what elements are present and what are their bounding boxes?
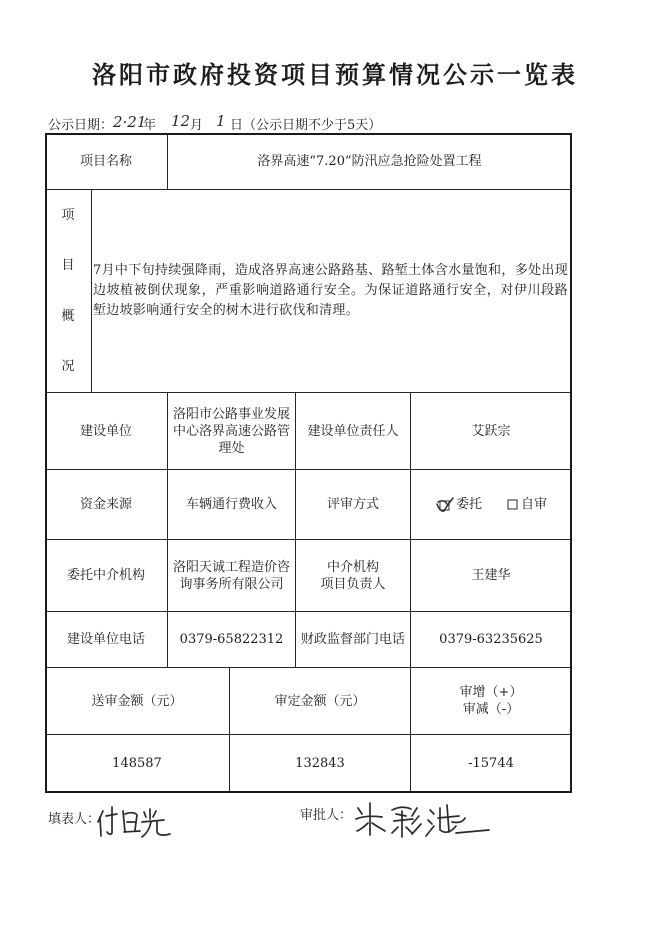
date-label: 公示日期： — [48, 118, 114, 133]
funding-source: 车辆通行费收入 — [185, 497, 277, 512]
agency-label: 委托中介机构 — [66, 568, 145, 583]
agency-cell — [168, 540, 296, 612]
overview-label — [61, 190, 74, 392]
agency-person-cell — [411, 540, 572, 612]
review-option-label: 自审 — [521, 497, 548, 512]
project-name: 洛界高速“7.20”防汛应急抢险处置工程 — [257, 153, 482, 169]
difference-amount-cell — [411, 735, 572, 793]
unit-phone: 0379-65822312 — [179, 632, 284, 647]
construction-person-label-cell — [296, 393, 411, 470]
review-method-label-cell — [296, 470, 411, 540]
date-year-unit: 年 — [143, 118, 157, 133]
date-month-unit: 月 — [190, 118, 204, 133]
review-method-label: 评审方式 — [326, 497, 379, 512]
funding-label-cell — [45, 470, 168, 540]
project-name-cell — [168, 133, 572, 190]
agency-label-cell — [45, 540, 168, 612]
agency-person: 王建华 — [471, 568, 511, 583]
agency-person-label-line1: 中介机构 — [326, 559, 379, 575]
review-method-cell — [411, 470, 572, 540]
agency-person-label — [320, 559, 385, 593]
date-year-handwritten: 2·21 — [113, 113, 147, 131]
increase-label: 审增（+） — [459, 685, 523, 700]
approved-amount-label-cell — [230, 668, 411, 735]
difference-label-cell — [411, 668, 572, 735]
submitted-amount-cell — [45, 735, 230, 793]
construction-unit-label: 建设单位 — [79, 423, 132, 439]
finance-phone-label-cell — [296, 612, 411, 668]
decrease-label: 审减（-） — [462, 702, 520, 717]
submitted-amount-label-cell — [45, 668, 230, 735]
finance-phone-label: 财政监督部门电话 — [300, 632, 405, 647]
project-name-label-cell — [45, 133, 168, 190]
construction-unit-value: 洛阳市公路事业发展中心洛界高速公路管理处 — [172, 406, 290, 456]
page-title: 洛阳市政府投资项目预算情况公示一览表 — [92, 60, 578, 89]
overview-label-char: 项 — [61, 207, 75, 223]
filler-label: 填表人： — [48, 812, 101, 827]
unit-phone-cell — [168, 612, 296, 668]
date-day-unit-note: 日（公示日期不少于5天） — [230, 118, 382, 133]
finance-phone: 0379-63235625 — [439, 632, 543, 647]
agency-value: 洛阳天诚工程造价咨询事务所有限公司 — [172, 559, 290, 592]
unit-phone-label: 建设单位电话 — [66, 632, 145, 647]
review-option-entrusted — [435, 495, 482, 515]
date-day-handwritten: 1 — [216, 112, 226, 130]
construction-unit-label-cell — [45, 393, 168, 470]
approved-amount: 132843 — [295, 756, 345, 771]
construction-person: 艾跃宗 — [471, 423, 511, 439]
review-option-label: 委托 — [455, 497, 482, 512]
review-option-self — [506, 495, 547, 515]
overview-label-char: 概 — [61, 308, 75, 324]
construction-unit-cell — [168, 393, 296, 470]
project-name-label: 项目名称 — [79, 153, 132, 169]
overview-cell — [92, 190, 572, 393]
budget-table — [45, 133, 572, 793]
agency-person-label-line2: 项目负责人 — [320, 576, 386, 592]
construction-person-label: 建设单位责任人 — [307, 423, 399, 439]
overview-label-char: 况 — [61, 359, 75, 375]
overview-label-char: 目 — [61, 258, 75, 274]
overview-label-cell — [45, 190, 92, 393]
difference-amount: -15744 — [468, 756, 514, 771]
filler-signature — [94, 798, 184, 842]
date-month-handwritten: 12 — [171, 112, 191, 130]
checkbox-icon — [506, 495, 520, 515]
approved-amount-cell — [230, 735, 411, 793]
unit-phone-label-cell — [45, 612, 168, 668]
checkbox-icon — [435, 495, 455, 515]
approver-signature — [352, 796, 492, 842]
agency-person-label-cell — [296, 540, 411, 612]
funding-source-cell — [168, 470, 296, 540]
approver-label: 审批人： — [300, 808, 353, 823]
construction-person-cell — [411, 393, 572, 470]
finance-phone-cell — [411, 612, 572, 668]
approved-amount-label: 审定金额（元） — [274, 693, 366, 709]
submitted-amount: 148587 — [112, 756, 162, 771]
overview-text: 7月中下旬持续强降雨，造成洛界高速公路路基、路堑土体含水量饱和，多处出现边坡植被倒伏现象，严重影响道路通行安全。为保证道路通行安全，对伊川段路堑边坡影响通行安全的树木进行砍伐和清理。 — [93, 263, 568, 318]
submitted-amount-label: 送审金额（元） — [91, 693, 183, 709]
difference-label — [460, 684, 523, 718]
funding-label: 资金来源 — [79, 497, 132, 512]
